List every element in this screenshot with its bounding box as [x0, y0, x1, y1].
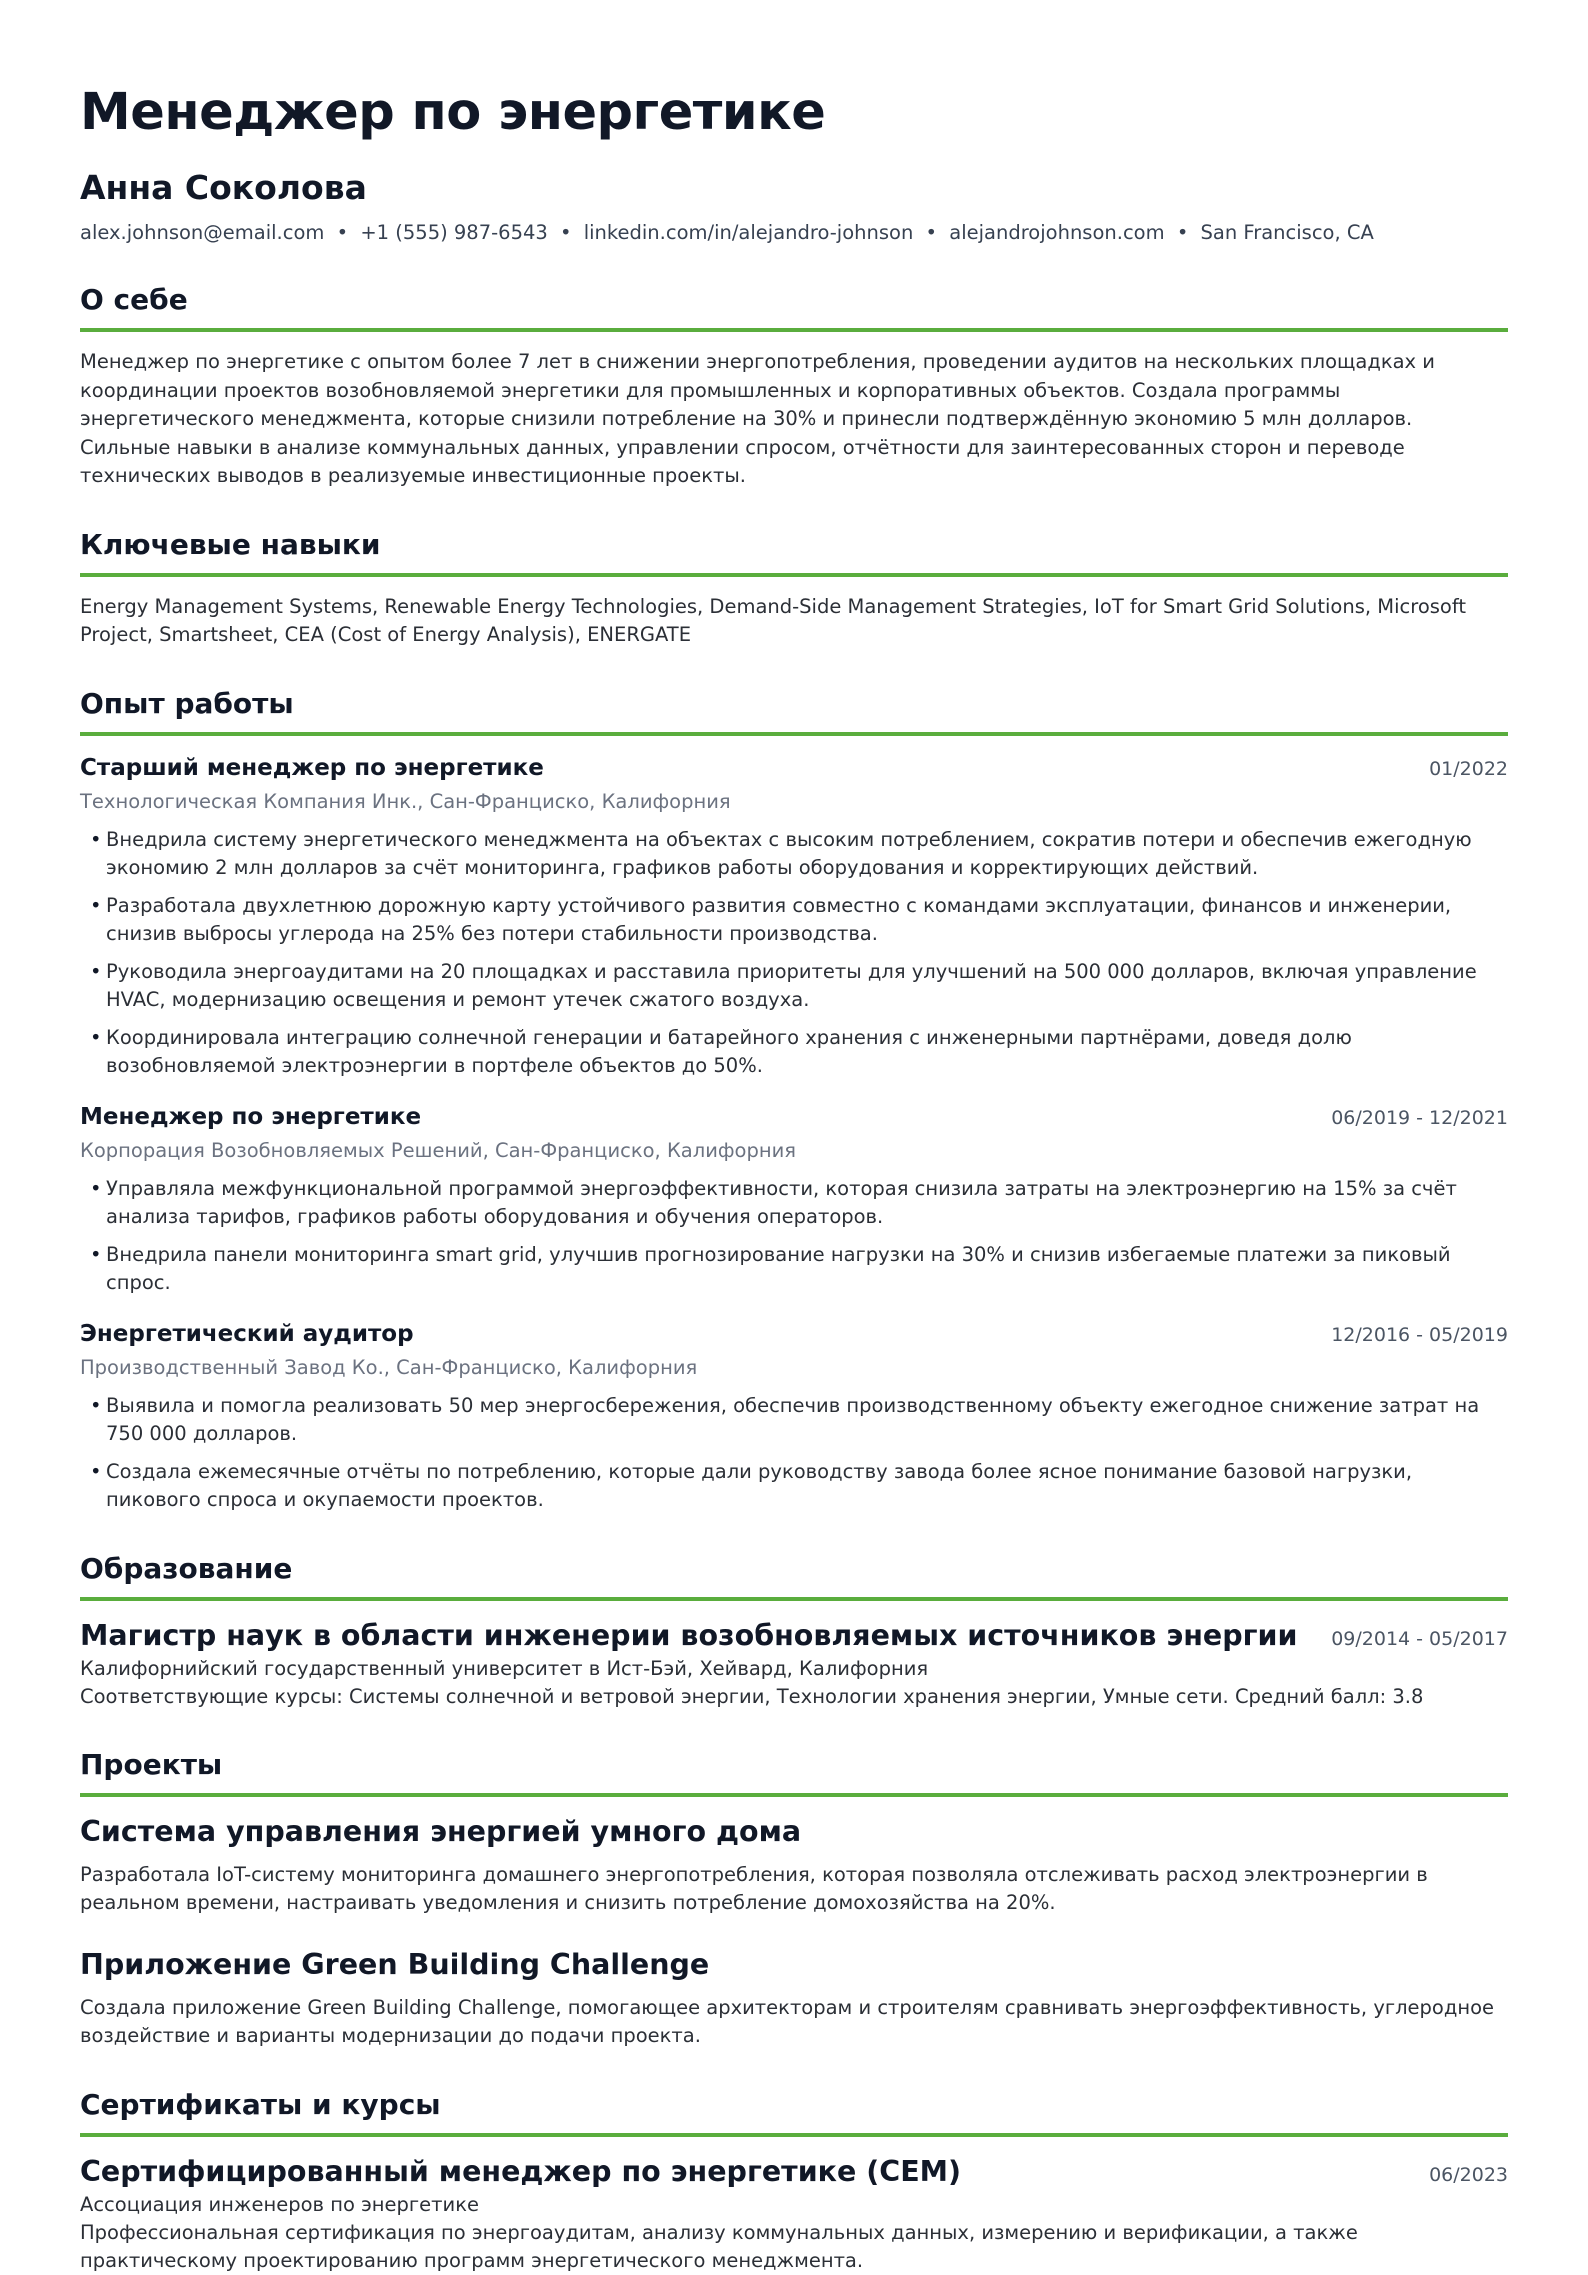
- certification-date: 06/2023: [1429, 2163, 1508, 2186]
- certification-title: Сертифицированный менеджер по энергетике (CEM): [80, 2154, 962, 2188]
- experience-section: [80, 686, 1508, 1515]
- job-bullets: [80, 1392, 1508, 1515]
- job-bullet: • Управляла межфункциональной программой энергоэффективности, которая снизила затраты на электроэнергию на 15% за счёт анализа тарифов, графиков работы оборудования и обучения операторов.: [80, 1175, 1508, 1232]
- job-company: Технологическая Компания Инк., Сан-Франциско, Калифорния: [80, 789, 731, 813]
- section-heading: Образование: [80, 1551, 1508, 1601]
- summary-section: [80, 282, 1508, 491]
- contact-linkedin[interactable]: linkedin.com/in/alejandro-johnson: [583, 221, 914, 244]
- job-company: Корпорация Возобновляемых Решений, Сан-Франциско, Калифорния: [80, 1138, 797, 1162]
- job-date: 01/2022: [1429, 757, 1508, 780]
- summary-text: Менеджер по энергетике с опытом более 7 лет в снижении энергопотребления, проведении аудитов на нескольких площадках и координации проектов возобновляемой энергетики для промышленных и корпоративных объектов. Создала программы энергетического менеджмента, которые снизили потребление на 30% и принесли подтверждённую экономию 5 млн долларов. Сильные навыки в анализе коммунальных данных, управлении спросом, отчётности для заинтересованных сторон и переводе технических выводов в реализуемые инвестиционные проекты.: [80, 350, 1435, 487]
- contact-separator: •: [336, 221, 349, 244]
- project-description: Разработала IoT-систему мониторинга домашнего энергопотребления, которая позволяла отслеживать расход электроэнергии в реальном времени, настраивать уведомления и снизить потребление домохозяйства на 20%.: [80, 1862, 1428, 1914]
- project-entry: [80, 1946, 1508, 2051]
- section-heading: Проекты: [80, 1747, 1508, 1797]
- job-date: 06/2019 - 12/2021: [1331, 1106, 1508, 1129]
- section-heading: Опыт работы: [80, 686, 1508, 736]
- education-section: [80, 1551, 1508, 1711]
- job-bullet: • Выявила и помогла реализовать 50 мер энергосбережения, обеспечив производственному объекту ежегодное снижение затрат на 750 000 долларов.: [80, 1392, 1508, 1449]
- education-details: Соответствующие курсы: Системы солнечной и ветровой энергии, Технологии хранения энергии, Умные сети. Средний балл: 3.8: [80, 1684, 1424, 1708]
- skills-text: Energy Management Systems, Renewable Energy Technologies, Demand-Side Management Strategies, IoT for Smart Grid Solutions, Microsoft Project, Smartsheet, CEA (Cost of Energy Analysis), ENERGATE: [80, 594, 1467, 646]
- job-title: Энергетический аудитор: [80, 1320, 414, 1347]
- job-bullet: • Руководила энергоаудитами на 20 площадках и расставила приоритеты для улучшений на 500 000 долларов, включая управление HVAC, модернизацию освещения и ремонт утечек сжатого воздуха.: [80, 958, 1508, 1015]
- contact-separator: •: [925, 221, 938, 244]
- certification-description: Профессиональная сертификация по энергоаудитам, анализу коммунальных данных, измерению и верификации, а также практическому проектированию программ энергетического менеджмента.: [80, 2220, 1358, 2272]
- job-bullet: • Внедрила систему энергетического менеджмента на объектах с высоким потреблением, сократив потери и обеспечив ежегодную экономию 2 млн долларов за счёт мониторинга, графиков работы оборудования и корректирующих действий.: [80, 826, 1508, 883]
- project-title: Приложение Green Building Challenge: [80, 1947, 710, 1981]
- section-heading: О себе: [80, 282, 1508, 332]
- certifications-section: [80, 2087, 1508, 2275]
- contact-email[interactable]: alex.johnson@email.com: [80, 221, 325, 244]
- project-entry: [80, 1813, 1508, 1918]
- job-entry: [80, 752, 1508, 1081]
- job-bullets: [80, 826, 1508, 1081]
- certification-issuer: Ассоциация инженеров по энергетике: [80, 2192, 479, 2216]
- job-title: Менеджер по энергетике: [80, 1103, 422, 1130]
- education-date: 09/2014 - 05/2017: [1331, 1627, 1508, 1650]
- degree-title: Магистр наук в области инженерии возобновляемых источников энергии: [80, 1618, 1298, 1652]
- job-bullets: [80, 1175, 1508, 1298]
- job-bullet: • Координировала интеграцию солнечной генерации и батарейного хранения с инженерными партнёрами, доведя долю возобновляемой электроэнергии в портфеле объектов до 50%.: [80, 1024, 1508, 1081]
- job-entry: [80, 1318, 1508, 1515]
- job-date: 12/2016 - 05/2019: [1331, 1323, 1508, 1346]
- projects-section: [80, 1747, 1508, 2051]
- job-bullet: • Разработала двухлетнюю дорожную карту устойчивого развития совместно с командами эксплуатации, финансов и инженерии, снизив выбросы углерода на 25% без потери стабильности производства.: [80, 892, 1508, 949]
- resume-header: [80, 80, 1508, 246]
- job-entry: [80, 1101, 1508, 1298]
- skills-section: [80, 527, 1508, 650]
- job-bullet: • Создала ежемесячные отчёты по потреблению, которые дали руководству завода более ясное понимание базовой нагрузки, пикового спроса и окупаемости проектов.: [80, 1458, 1508, 1515]
- contact-phone[interactable]: +1 (555) 987-6543: [360, 221, 548, 244]
- job-company: Производственный Завод Ко., Сан-Франциско, Калифорния: [80, 1355, 698, 1379]
- contact-website[interactable]: alejandrojohnson.com: [949, 221, 1165, 244]
- job-title: Старший менеджер по энергетике: [80, 754, 544, 781]
- section-heading: Сертификаты и курсы: [80, 2087, 1508, 2137]
- contact-line: [80, 220, 1508, 246]
- resume-title: Менеджер по энергетике: [80, 83, 826, 142]
- candidate-name: Анна Соколова: [80, 168, 367, 207]
- contact-separator: •: [1176, 221, 1189, 244]
- contact-separator: •: [560, 221, 572, 244]
- school-name: Калифорнийский государственный университет в Ист-Бэй, Хейвард, Калифорния: [80, 1656, 929, 1680]
- contact-location: San Francisco, CA: [1200, 221, 1374, 244]
- section-heading: Ключевые навыки: [80, 527, 1508, 577]
- job-bullet: • Внедрила панели мониторинга smart grid, улучшив прогнозирование нагрузки на 30% и снизив избегаемые платежи за пиковый спрос.: [80, 1241, 1508, 1298]
- project-description: Создала приложение Green Building Challenge, помогающее архитекторам и строителям сравнивать энергоэффективность, углеродное воздействие и варианты модернизации до подачи проекта.: [80, 1995, 1495, 2047]
- project-title: Система управления энергией умного дома: [80, 1814, 802, 1848]
